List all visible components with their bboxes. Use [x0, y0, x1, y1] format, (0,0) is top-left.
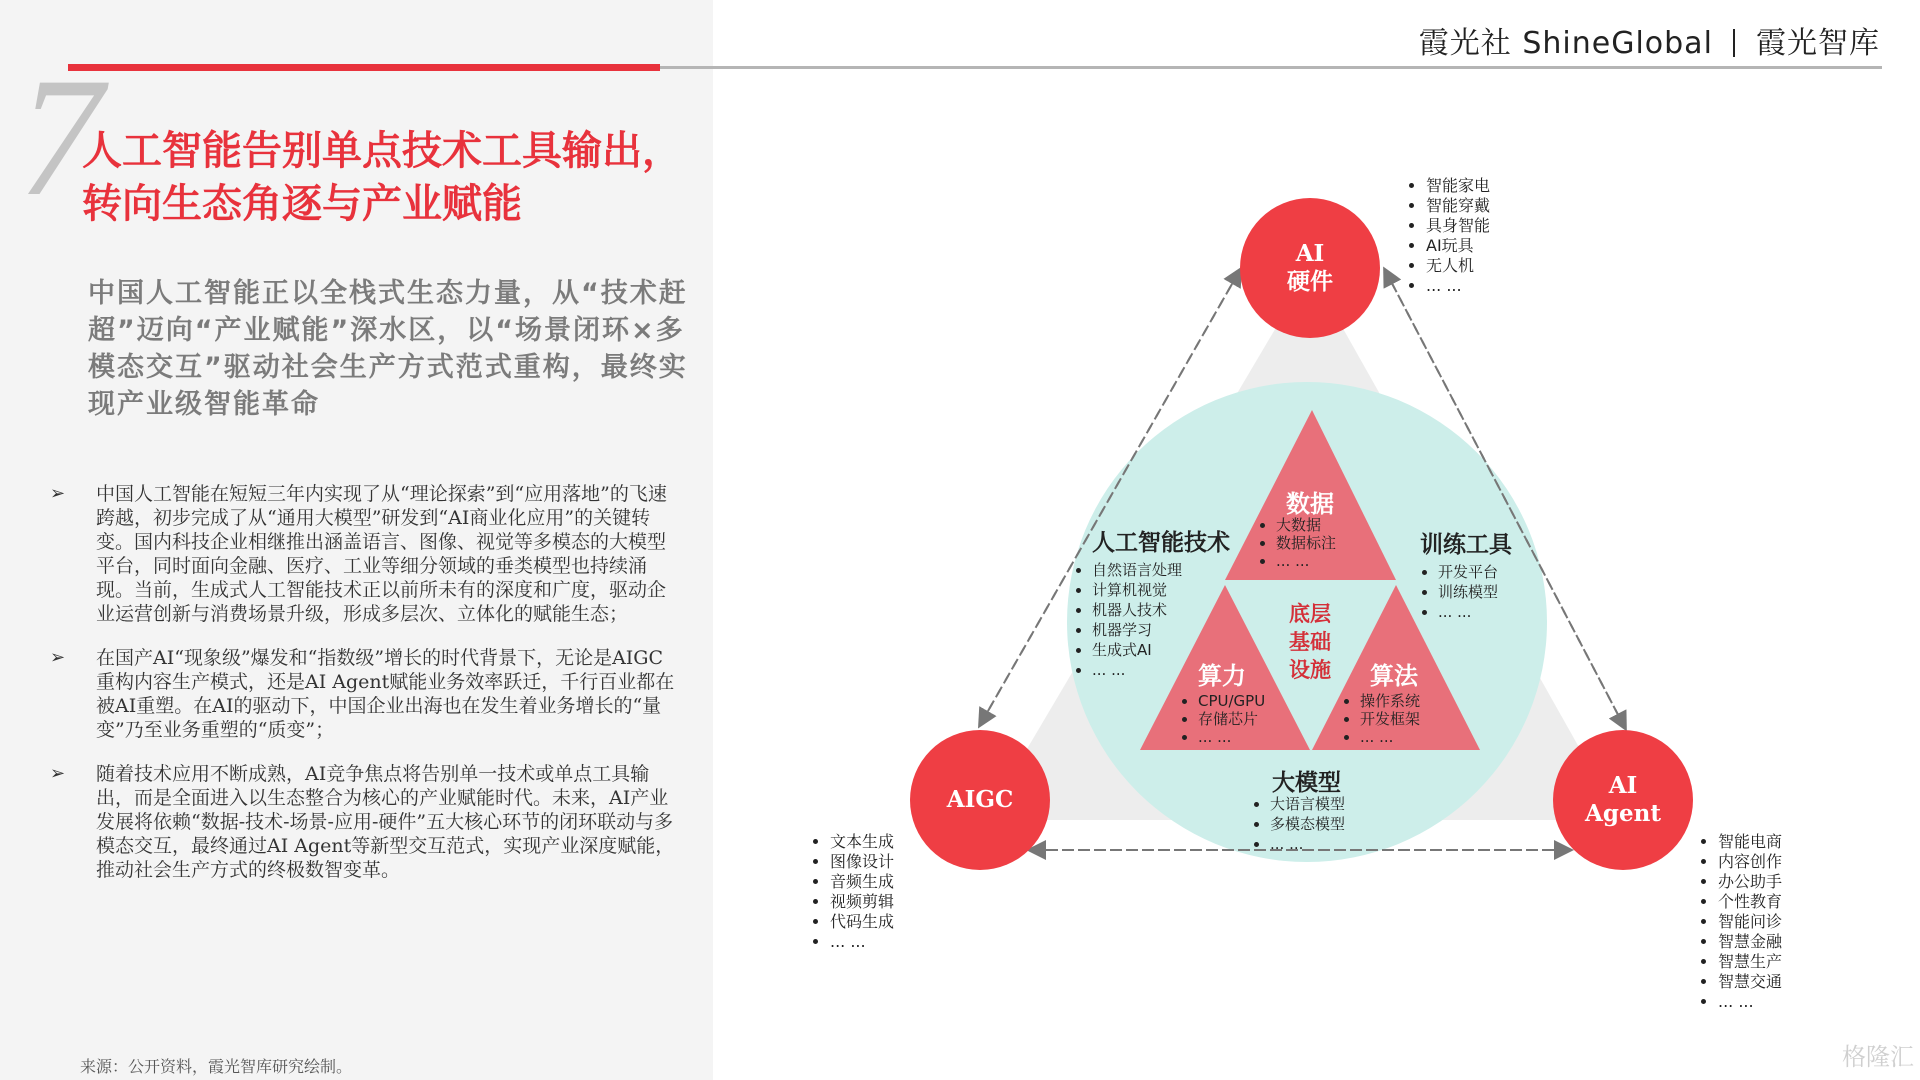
list-item: • 智能问诊: [1718, 912, 1782, 932]
infrastructure-label: [1270, 600, 1350, 684]
hardware-line-1: AI: [1295, 240, 1325, 267]
list-item: • ... ...: [1270, 834, 1345, 854]
brand-sub: 霞光智库: [1756, 26, 1880, 61]
big-model-title: 大模型: [1272, 770, 1341, 796]
list-item: • 多模态模型: [1270, 814, 1345, 834]
list-item: • 操作系统: [1360, 692, 1420, 710]
list-item: • 代码生成: [830, 912, 894, 932]
watermark: 格隆汇: [1842, 1043, 1914, 1071]
list-item: • 智慧交通: [1718, 972, 1782, 992]
list-item: • ... ...: [1360, 728, 1420, 746]
list-item: • 计算机视觉: [1092, 580, 1182, 600]
list-item: • ... ...: [1198, 728, 1265, 746]
list-item: • 办公助手: [1718, 872, 1782, 892]
list-item: • 大数据: [1276, 516, 1336, 534]
list-item: • 自然语言处理: [1092, 560, 1182, 580]
algorithm-items: [1346, 692, 1420, 746]
list-item: • ... ...: [1426, 276, 1490, 296]
source-note: 来源：公开资料，霞光智库研究绘制。: [80, 1057, 353, 1076]
title-line-1: 人工智能告别单点技术工具输出，: [82, 128, 682, 174]
list-item: • 智能家电: [1426, 176, 1490, 196]
list-item: • ... ...: [1438, 602, 1498, 622]
list-item: • ... ...: [830, 932, 894, 952]
ai-tech-items: [1074, 560, 1182, 680]
compute-items: [1184, 692, 1265, 746]
list-item: • 训练模型: [1438, 582, 1498, 602]
list-item: • 个性教育: [1718, 892, 1782, 912]
list-item: • 机器人技术: [1092, 600, 1182, 620]
list-item: • ... ...: [1718, 992, 1782, 1012]
infrastructure-line-2: 基础: [1289, 630, 1331, 654]
agent-line-2: Agent: [1585, 800, 1661, 827]
brand-en: ShineGlobal: [1522, 26, 1713, 61]
list-item: • AI玩具: [1426, 236, 1490, 256]
title-line-2: 转向生态角逐与产业赋能: [82, 181, 522, 227]
list-item: • 数据标注: [1276, 534, 1336, 552]
list-item: • 无人机: [1426, 256, 1490, 276]
ai-tech-title: 人工智能技术: [1092, 530, 1230, 556]
list-item: • 存储芯片: [1198, 710, 1265, 728]
list-item: • 生成式AI: [1092, 640, 1182, 660]
brand-cn: 霞光社: [1418, 26, 1512, 61]
list-item: • ... ...: [1276, 552, 1336, 570]
list-item: • 音频生成: [830, 872, 894, 892]
list-item: • CPU/GPU: [1198, 692, 1265, 710]
aigc-items: [812, 832, 894, 952]
list-item: • 具身智能: [1426, 216, 1490, 236]
algorithm-title: 算法: [1370, 662, 1418, 690]
training-title: 训练工具: [1420, 532, 1512, 558]
aigc-node-label: [920, 786, 1040, 814]
agent-items: [1700, 832, 1782, 1012]
bullet-text: 随着技术应用不断成熟，AI竞争焦点将告别单一技术或单点工具输出，而是全面进入以生态整合为核心的产业赋能时代。未来，AI产业发展将依赖“数据-技术-场景-应用-硬件”五大核心环节的闭环联动与多模态交互，最终通过AI Agent等新型交互范式，实现产业深度赋能，推动社会生产方式的终极数智变革。: [96, 763, 675, 881]
list-item: • 内容创作: [1718, 852, 1782, 872]
hardware-node-label: [1260, 240, 1360, 296]
hardware-items: [1408, 176, 1490, 296]
section-number: 7: [18, 43, 103, 231]
bullet-text: 在国产AI“现象级”爆发和“指数级”增长的时代背景下，无论是AIGC重构内容生产模式，还是AI Agent赋能业务效率跃迁，千行百业都在被AI重塑。在AI的驱动下，中国企业出海也在发生着业务增长的“量变”乃至业务重塑的“质变”；: [96, 647, 675, 741]
data-items: [1262, 516, 1336, 570]
agent-node-label: [1573, 772, 1673, 828]
bullet-text: 中国人工智能在短短三年内实现了从“理论探索”到“应用落地”的飞速跨越，初步完成了从“通用大模型”研发到“AI商业化应用”的关键转变。国内科技企业相继推出涵盖语言、图像、视觉等多模态的大模型平台，同时面向金融、医疗、工业等细分领域的垂类模型也持续涌现。当前，生成式人工智能技术正以前所未有的深度和广度，驱动企业运营创新与消费场景升级，形成多层次、立体化的赋能生态；: [96, 483, 667, 625]
list-item: • 开发平台: [1438, 562, 1498, 582]
list-item: • 文本生成: [830, 832, 894, 852]
hardware-line-2: 硬件: [1287, 268, 1333, 295]
list-item: • 智慧金融: [1718, 932, 1782, 952]
agent-line-1: AI: [1608, 772, 1638, 799]
compute-title: 算力: [1198, 662, 1246, 690]
data-title: 数据: [1286, 490, 1334, 518]
list-item: • 智能电商: [1718, 832, 1782, 852]
infrastructure-line-3: 设施: [1289, 658, 1331, 682]
list-item: • 开发框架: [1360, 710, 1420, 728]
list-item: • ... ...: [1092, 660, 1182, 680]
list-item: • 大语言模型: [1270, 794, 1345, 814]
list-item: • 智能穿戴: [1426, 196, 1490, 216]
training-items: [1420, 562, 1498, 622]
list-item: • 图像设计: [830, 852, 894, 872]
page-subtitle: 中国人工智能正以全栈式生态力量，从“技术赶超”迈向“产业赋能”深水区，以“场景闭环×多模态交互”驱动社会生产方式范式重构，最终实现产业级智能革命: [88, 278, 688, 420]
list-item: • 智慧生产: [1718, 952, 1782, 972]
list-item: • 机器学习: [1092, 620, 1182, 640]
big-model-items: [1252, 794, 1345, 854]
arrow-bullet-icon: ➢: [50, 647, 66, 668]
infrastructure-line-1: 底层: [1289, 602, 1331, 626]
aigc-line-1: AIGC: [946, 786, 1014, 813]
arrow-bullet-icon: ➢: [50, 763, 66, 784]
list-item: • 视频剪辑: [830, 892, 894, 912]
arrow-bullet-icon: ➢: [50, 483, 66, 504]
